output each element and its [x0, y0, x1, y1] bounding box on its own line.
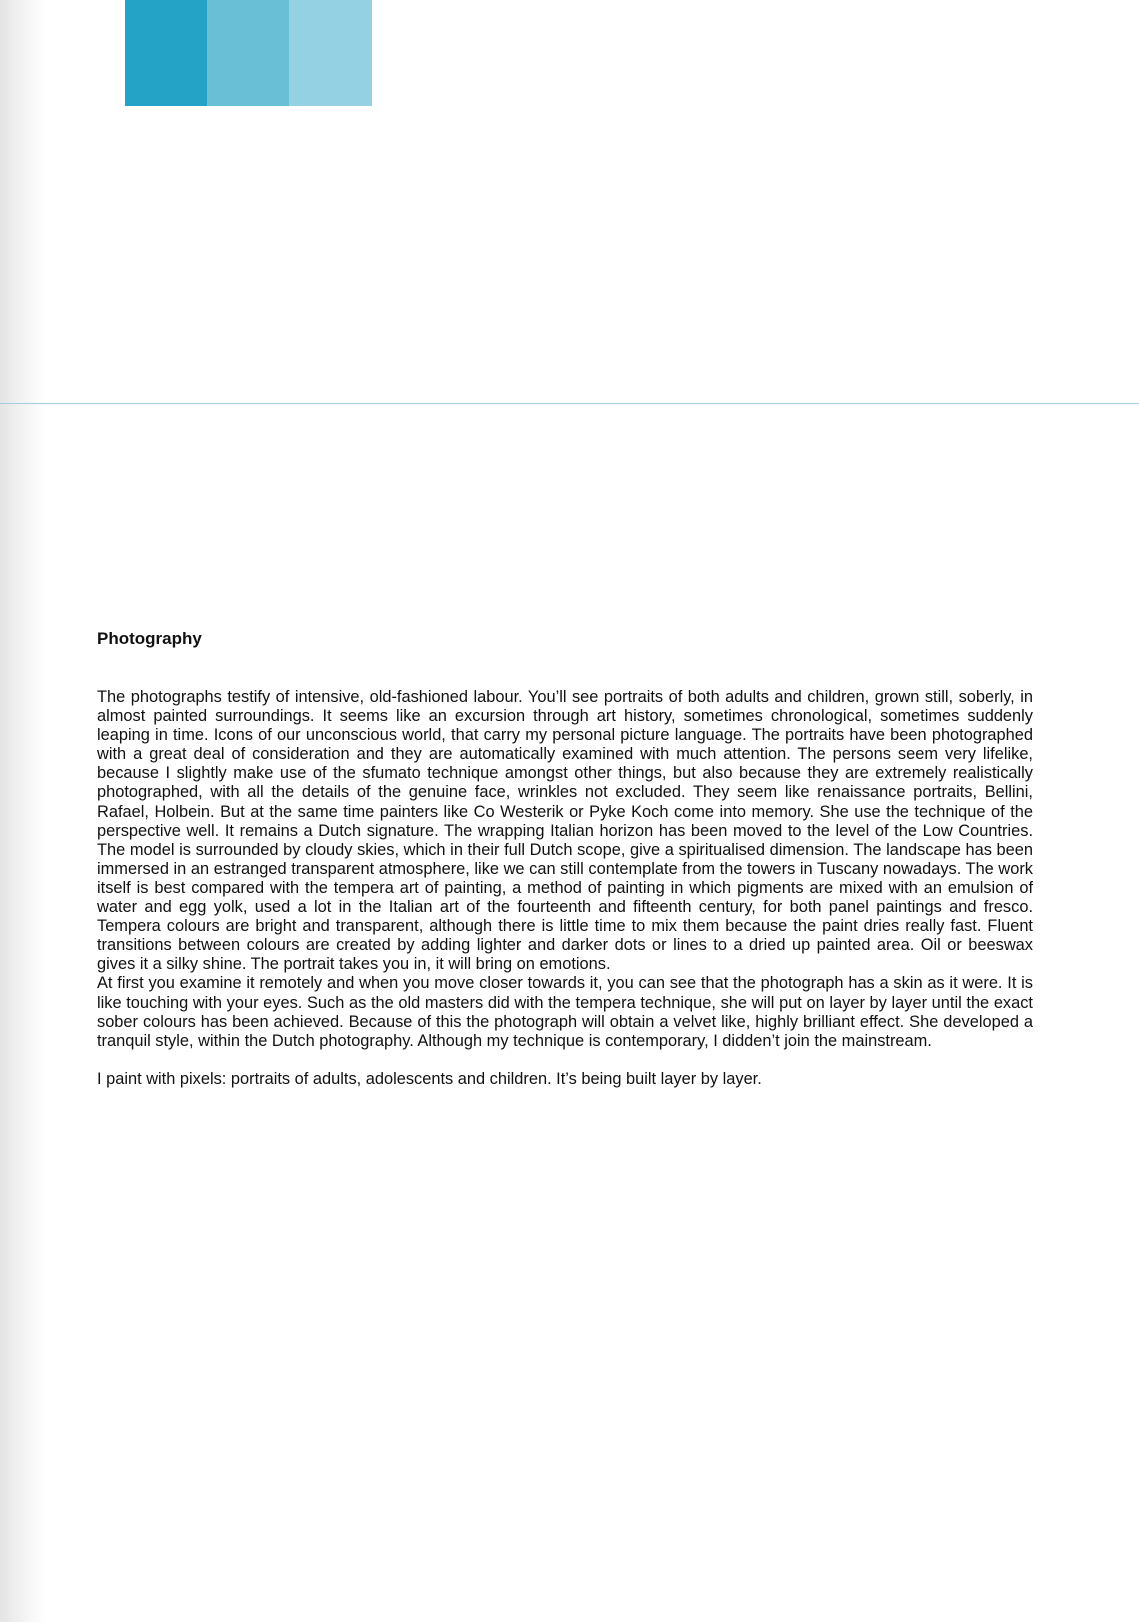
horizontal-divider: [0, 403, 1139, 404]
accent-block-dark: [125, 0, 207, 106]
accent-block-light: [289, 0, 372, 106]
paragraph-technique: At first you examine it remotely and when you move closer towards it, you can see that the photograph has a skin as it were. It is like touching with your eyes. Such as the old masters did with the tempera technique, she will put on layer by layer until the exact sober colours has been achieved. Because of this the photograph will obtain a velvet like, highly brilliant effect. She developed a tranquil style, within the Dutch photography. Although my technique is contemporary, I didden’t join the mainstream.: [97, 974, 1033, 1050]
document-body: [97, 628, 1033, 1089]
section-heading: Photography: [97, 629, 202, 648]
paragraph-intro: The photographs testify of intensive, old-fashioned labour. You’ll see portraits of both adults and children, grown still, soberly, in almost painted surroundings. It seems like an excursion through art history, sometimes chronological, sometimes suddenly leaping in time. Icons of our unconscious world, that carry my personal picture language. The portraits have been photographed with a great deal of consideration and they are automatically examined with much attention. The persons seem very lifelike, because I slightly make use of the sfumato technique amongst other things, but also because they are extremely realistically photographed, with all the details of the genuine face, wrinkles not excluded. They seem like renaissance portraits, Bellini, Rafael, Holbein. But at the same time painters like Co Westerik or Pyke Koch come into memory. She use the technique of the perspective well. It remains a Dutch signature. The wrapping Italian horizon has been moved to the level of the Low Countries. The model is surrounded by cloudy skies, which in their full Dutch scope, give a spiritualised dimension. The landscape has been immersed in an estranged transparent atmosphere, like we can still contemplate from the towers in Tuscany nowadays. The work itself is best compared with the tempera art of painting, a method of painting in which pigments are mixed with an emulsion of water and egg yolk, used a lot in the Italian art of the fourteenth and fifteenth century, for both panel paintings and fresco. Tempera colours are bright and transparent, although there is little time to mix them because the paint dries really fast. Fluent transitions between colours are created by adding lighter and darker dots or lines to a dried up painted area. Oil or beeswax gives it a silky shine. The portrait takes you in, it will bring on emotions.: [97, 688, 1033, 974]
paragraph-closing: I paint with pixels: portraits of adults, adolescents and children. It’s being built layer by layer.: [97, 1069, 762, 1088]
page-edge-shadow: [0, 0, 46, 1622]
accent-block-medium: [207, 0, 289, 106]
